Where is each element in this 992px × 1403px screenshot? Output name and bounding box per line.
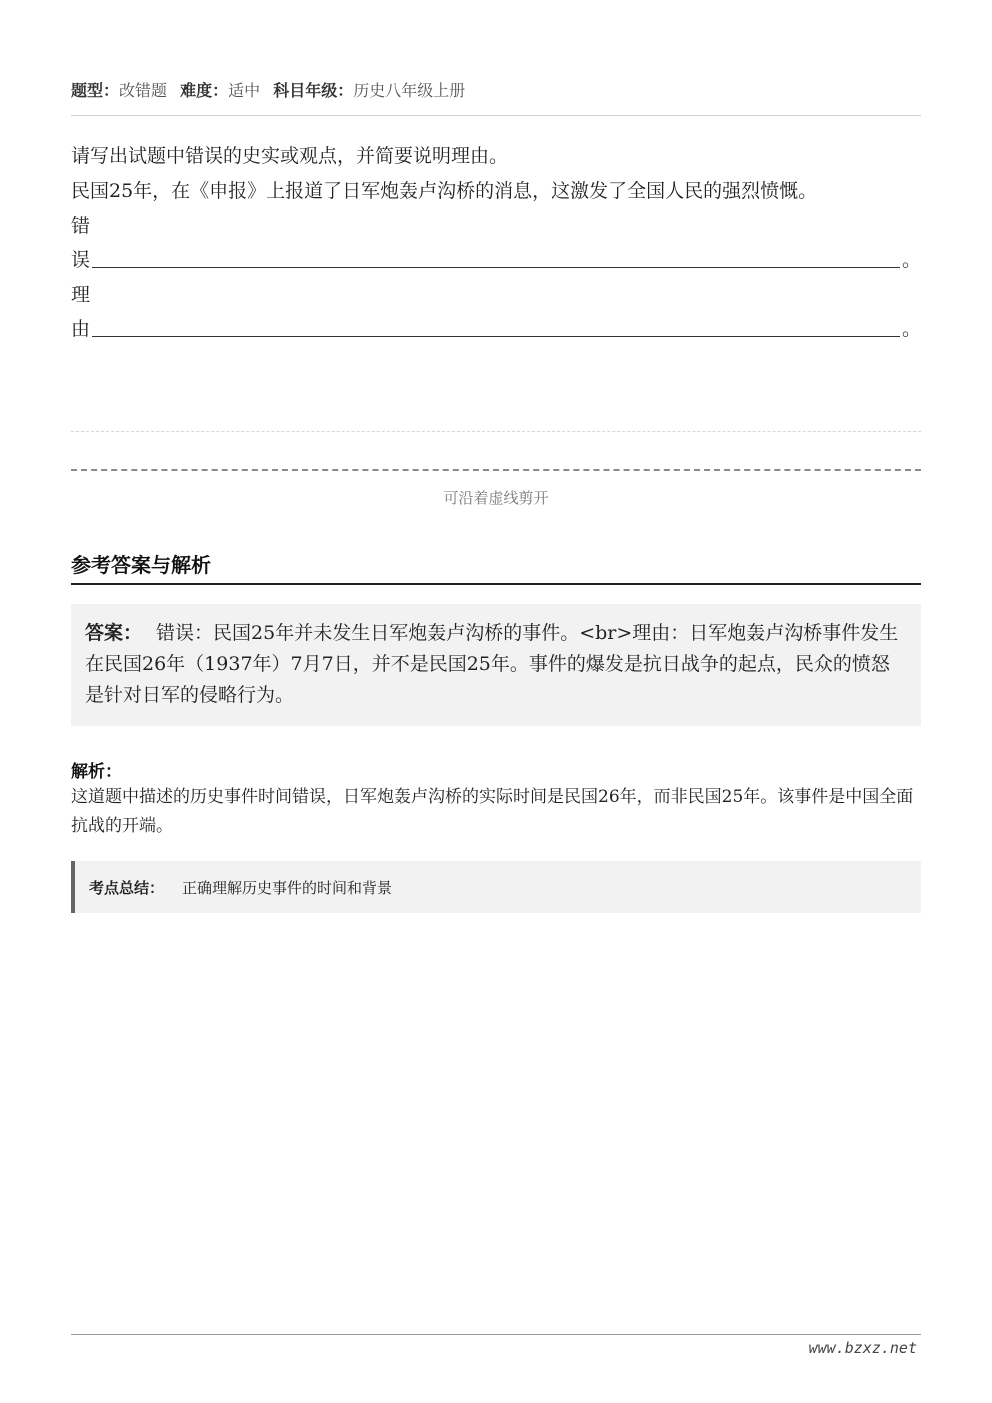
answer-label: 答案： — [85, 622, 143, 644]
summary-box — [71, 861, 921, 913]
reason-label-char2: 由 — [71, 318, 91, 340]
summary-text: 正确理解历史事件的时间和背景 — [182, 878, 393, 897]
answer-section-title: 参考答案与解析 — [71, 553, 211, 577]
cut-line — [71, 469, 921, 471]
footer-divider — [71, 1334, 921, 1335]
header-divider — [71, 115, 921, 116]
reason-answer-row — [71, 314, 921, 341]
question-statement: 民国25年，在《申报》上报道了日军炮轰卢沟桥的消息，这激发了全国人民的强烈愤慨。 — [71, 180, 818, 202]
document-page — [71, 0, 921, 1403]
analysis-label: 解析： — [71, 762, 122, 782]
question-meta — [71, 78, 465, 101]
error-label-char2: 误 — [71, 249, 91, 271]
subject-label: 科目年级： — [273, 81, 354, 100]
answer-section-divider — [71, 583, 921, 585]
difficulty-value: 适中 — [228, 81, 261, 100]
error-label-char1: 错 — [71, 215, 91, 237]
subject-value: 历史八年级上册 — [353, 81, 466, 100]
answer-text: 错误：民国25年并未发生日军炮轰卢沟桥的事件。<br>理由：日军炮轰卢沟桥事件发生在民国26年（1937年）7月7日，并不是民国25年。事件的爆发是抗日战争的起点，民众的愤怒是针对日军的侵略行为。 — [85, 622, 899, 706]
difficulty-label: 难度： — [180, 81, 229, 100]
reason-blank-line[interactable] — [92, 326, 900, 337]
analysis-text: 这道题中描述的历史事件时间错误，日军炮轰卢沟桥的实际时间是民国26年，而非民国25年。该事件是中国全面抗战的开端。 — [71, 787, 914, 836]
cut-hint: 可沿着虚线剪开 — [443, 489, 549, 507]
error-blank-line[interactable] — [92, 257, 900, 268]
reason-label-char1: 理 — [71, 284, 91, 306]
footer-site: www.bzxz.net — [808, 1339, 917, 1357]
light-dashed-divider — [71, 431, 921, 432]
answer-box — [71, 604, 921, 726]
error-end-mark: 。 — [901, 249, 921, 271]
question-instruction: 请写出试题中错误的史实或观点，并简要说明理由。 — [71, 145, 509, 167]
type-label: 题型： — [71, 81, 120, 100]
type-value: 改错题 — [119, 81, 168, 100]
reason-end-mark: 。 — [901, 318, 921, 340]
error-answer-row — [71, 245, 921, 272]
summary-label: 考点总结： — [89, 878, 165, 897]
